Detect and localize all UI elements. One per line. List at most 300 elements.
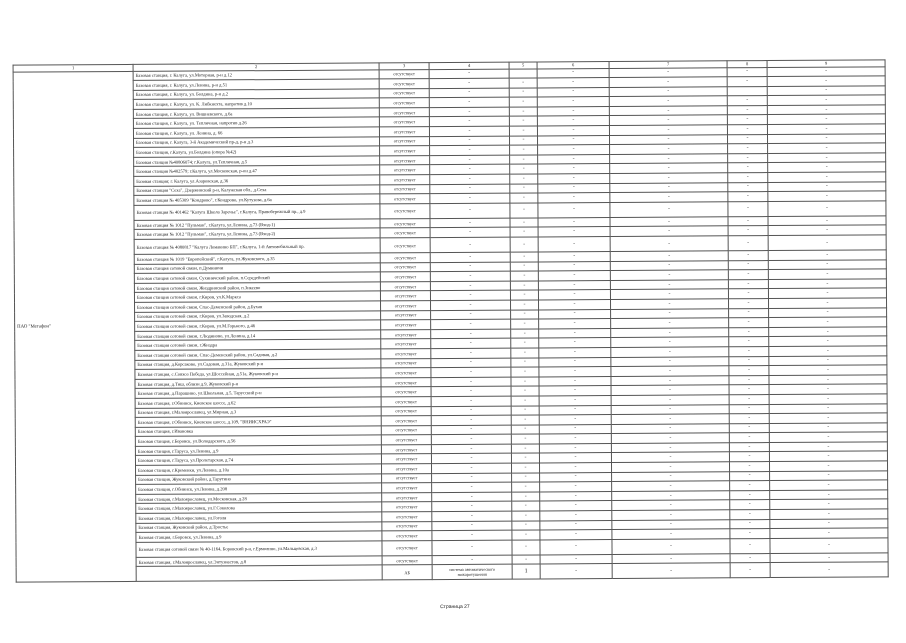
mark-cell: - [770, 553, 888, 563]
mark-cell: - [767, 86, 885, 96]
mark-cell: - [510, 145, 538, 155]
mark-cell: - [431, 444, 511, 454]
mark-cell: - [430, 145, 510, 155]
mark-cell: - [509, 97, 537, 107]
mark-cell: - [540, 520, 612, 530]
mark-cell: - [611, 414, 729, 424]
mark-cell: - [768, 172, 886, 182]
mark-cell: - [610, 192, 728, 202]
facility-name-cell: Базовая станция, с.Совхоз Победа, ул.Шоссейная, д.51а, Жуковский р-н [135, 368, 381, 379]
mark-cell: - [510, 218, 538, 228]
mark-cell: - [768, 201, 886, 217]
mark-cell: - [728, 216, 768, 226]
facility-name-cell: Базовая станция, г. Калуга, ул. Болдина, р-н д.2 [133, 89, 379, 100]
mark-cell: - [610, 154, 728, 164]
mark-cell: - [431, 329, 511, 339]
mark-cell: - [611, 385, 729, 395]
status-cell: отсутствует [379, 98, 429, 108]
mark-cell: - [728, 192, 768, 202]
status-cell: отсутствует [380, 155, 430, 165]
status-cell: отсутствует [380, 281, 430, 291]
mark-cell: - [540, 530, 612, 540]
mark-cell: - [511, 338, 539, 348]
facility-name-cell: Базовая станция; г. Калуга, ул.Азаровская, д.36 [134, 175, 380, 186]
status-cell: отсутствует [380, 262, 430, 272]
mark-cell: - [728, 299, 768, 309]
mark-cell: - [539, 434, 611, 444]
mark-cell: - [769, 336, 887, 346]
mark-cell: - [729, 394, 769, 404]
mark-cell: - [610, 182, 728, 192]
mark-cell: - [431, 377, 511, 387]
mark-cell: - [429, 69, 509, 79]
mark-cell: - [729, 404, 769, 414]
mark-cell: - [767, 124, 885, 134]
mark-cell: - [429, 136, 509, 146]
status-cell: отсутствует [381, 454, 431, 464]
mark-cell: - [430, 271, 510, 281]
mark-cell: - [612, 481, 730, 491]
status-cell: отсутствует [380, 238, 430, 253]
facility-name-cell: Базовая станция, г. Калуга, ул.Моторная, р-н д.12 [133, 69, 379, 80]
mark-cell: - [511, 396, 539, 406]
status-cell: отсутствует [381, 339, 431, 349]
mark-cell: - [431, 319, 511, 329]
facility-name-cell: Базовая станция, г.Малоярославец, ул.Энтузиастов, д.8 [136, 556, 382, 567]
mark-cell: - [611, 366, 729, 376]
mark-cell: - [430, 252, 510, 262]
mark-cell: - [730, 519, 770, 529]
mark-cell: - [539, 319, 611, 329]
mark-cell: - [611, 423, 729, 433]
mark-cell: - [729, 366, 769, 376]
mark-cell: - [729, 442, 769, 452]
mark-cell: - [540, 554, 612, 564]
mark-cell: - [609, 86, 727, 96]
mark-cell: - [769, 365, 887, 375]
header-cell: 5 [509, 62, 537, 69]
mark-cell: - [768, 143, 886, 153]
mark-cell: - [432, 473, 512, 483]
mark-cell: - [538, 280, 610, 290]
mark-cell: - [509, 136, 537, 146]
mark-cell: - [511, 300, 539, 310]
mark-cell: - [729, 462, 769, 472]
mark-cell: - [609, 67, 727, 77]
mark-cell: - [728, 270, 768, 280]
mark-cell: - [609, 106, 727, 116]
mark-cell: - [612, 510, 730, 520]
empty-cell [136, 565, 382, 582]
mark-cell: - [610, 260, 728, 270]
facility-name-cell: Базовая станция сотовой связи, Сухиничский район, п.Середейский [134, 272, 380, 283]
mark-cell: - [511, 444, 539, 454]
facility-name-cell: Базовая станция, д.Корсаково, ул.Садовая, д.31а, Жуковский р-н [135, 358, 381, 369]
mark-cell: - [510, 174, 538, 184]
mark-cell: - [728, 173, 768, 183]
mark-cell: - [539, 424, 611, 434]
mark-cell: - [611, 404, 729, 414]
mark-cell: - [768, 288, 886, 298]
mark-cell: - [727, 125, 767, 135]
mark-cell: - [727, 115, 767, 125]
page-number: Страница 27 [440, 603, 470, 611]
mark-cell: - [431, 338, 511, 348]
table-body [13, 60, 888, 583]
mark-cell: - [510, 281, 538, 291]
status-cell: отсутствует [381, 329, 431, 339]
mark-cell: - [538, 252, 610, 262]
mark-cell: - [540, 511, 612, 521]
mark-cell: - [539, 415, 611, 425]
mark-cell: - [611, 452, 729, 462]
mark-cell: - [432, 530, 512, 540]
header-cell: 8 [727, 61, 767, 68]
mark-cell: - [537, 97, 609, 107]
facility-name-cell: Базовая станция №402579; г.Калуга, ул.Московская, р-он д.47 [134, 165, 380, 176]
mark-cell: - [539, 453, 611, 463]
mark-cell: - [539, 309, 611, 319]
mark-cell: - [432, 555, 512, 565]
status-cell: отсутствует [379, 127, 429, 137]
mark-cell: - [538, 193, 610, 203]
mark-cell: - [512, 540, 540, 555]
mark-cell: - [730, 529, 770, 539]
mark-cell: - [768, 259, 886, 269]
status-cell: отсутствует [381, 358, 431, 368]
mark-cell: - [509, 116, 537, 126]
status-cell: отсутствует [382, 531, 432, 541]
mark-cell: - [612, 563, 730, 579]
mark-cell: - [768, 153, 886, 163]
mark-cell: - [510, 227, 538, 237]
mark-cell: - [610, 236, 728, 252]
mark-cell: - [728, 289, 768, 299]
facility-name-cell: Базовая станция, г. Калуга, ул. К. Либкнехта, напротив д.10 [133, 98, 379, 109]
mark-cell: - [511, 405, 539, 415]
facility-name-cell: Базовая станция, г.Ивановка [135, 426, 381, 437]
mark-cell: - [510, 184, 538, 194]
mark-cell: - [510, 262, 538, 272]
status-cell: отсутствует [382, 483, 432, 493]
facilities-table [13, 59, 889, 583]
facility-name-cell: Базовая станция, г.Кременки, ул.Ленина, д.10а [136, 464, 382, 475]
mark-cell: - [729, 327, 769, 337]
mark-cell: - [767, 66, 885, 76]
mark-cell: - [540, 482, 612, 492]
facility-name-cell: Базовая станция, г.Малоярославец, ул.Г.Соколова [136, 502, 382, 513]
mark-cell: - [537, 126, 609, 136]
facility-name-cell: Базовая станция, г.Малоярославец, ул.Московская, д.28 [136, 493, 382, 504]
mark-cell: - [610, 280, 728, 290]
mark-cell: - [611, 376, 729, 386]
mark-cell: - [430, 165, 510, 175]
mark-cell: - [610, 173, 728, 183]
mark-cell: - [511, 310, 539, 320]
facility-name-cell: Базовая станция, г.Боровск, ул.Ленина, д.9 [136, 531, 382, 542]
mark-cell: - [728, 251, 768, 261]
facility-name-cell: Базовая станция, д.Тиш, облизи д.9, Жуковский р-н [135, 378, 381, 389]
facility-name-cell: Базовая станция, г. Калуга, ул. Ленина, д. 66 [133, 127, 379, 138]
mark-cell: - [538, 174, 610, 184]
mark-cell: - [768, 250, 886, 260]
mark-cell: - [431, 358, 511, 368]
mark-cell: - [768, 162, 886, 172]
mark-cell: - [612, 491, 730, 501]
mark-cell: - [612, 500, 730, 510]
mark-cell: - [511, 453, 539, 463]
mark-cell: - [512, 501, 540, 511]
mark-cell: - [429, 117, 509, 127]
mark-cell: - [540, 539, 612, 554]
mark-cell: - [728, 144, 768, 154]
mark-cell: - [769, 413, 887, 423]
facility-name-cell: Базовая станция, г.Обнинск, Киевское шоссе, д.109, "ВНИИСХРАЭ" [135, 416, 381, 427]
mark-cell: - [431, 454, 511, 464]
mark-cell: - [538, 164, 610, 174]
mark-cell: - [728, 260, 768, 270]
mark-cell: - [429, 97, 509, 107]
status-cell: отсутствует [382, 512, 432, 522]
mark-cell: - [729, 414, 769, 424]
mark-cell: - [511, 434, 539, 444]
facility-name-cell: Базовая станция, г.Обнинск, ул.Ленина, д.208 [136, 483, 382, 494]
mark-cell: - [770, 480, 888, 490]
mark-cell: - [767, 95, 885, 105]
mark-cell: - [431, 434, 511, 444]
header-cell: 2 [133, 63, 379, 71]
mark-cell: - [770, 509, 888, 519]
mark-cell: - [539, 386, 611, 396]
mark-cell: - [509, 78, 537, 88]
facility-name-cell: Базовая станция, г.Таруса, ул.Ленина, д.9 [135, 445, 381, 456]
mark-cell: - [510, 252, 538, 262]
header-cell: 1 [13, 64, 133, 71]
mark-cell: - [727, 134, 767, 144]
mark-cell: - [727, 96, 767, 106]
mark-cell: - [431, 367, 511, 377]
mark-cell: - [611, 337, 729, 347]
mark-cell: - [729, 308, 769, 318]
mark-cell: - [610, 202, 728, 218]
mark-cell: - [509, 107, 537, 117]
status-cell: отсутствует [379, 79, 429, 89]
status-cell: отсутствует [381, 377, 431, 387]
mark-cell: - [511, 329, 539, 339]
mark-cell: - [728, 153, 768, 163]
mark-cell: - [770, 490, 888, 500]
facility-name-cell: Базовая станция № 1012 "Пульман", г.Калуга, ул.Ленина, д.73 (Вход-1) [134, 219, 380, 230]
mark-cell: - [538, 202, 610, 217]
mark-cell: - [430, 291, 510, 301]
status-cell: отсутствует [381, 397, 431, 407]
mark-cell: - [537, 135, 609, 145]
mark-cell: - [538, 227, 610, 237]
mark-cell: - [770, 499, 888, 509]
mark-cell: - [769, 403, 887, 413]
mark-cell: - [511, 348, 539, 358]
mark-cell: - [730, 490, 770, 500]
mark-cell: - [730, 538, 770, 553]
mark-cell: - [767, 105, 885, 115]
mark-cell: - [769, 423, 887, 433]
mark-cell: - [538, 217, 610, 227]
status-cell: отсутствует [382, 540, 432, 555]
facility-name-cell: Базовая станция № 4080817 "Калуга Ломакино БП", г.Калуга, 1-й Автомобильный пр. [134, 238, 380, 255]
mark-cell: - [538, 261, 610, 271]
status-cell: отсутствует [380, 175, 430, 185]
mark-cell: - [769, 461, 887, 471]
status-cell: отсутствует [380, 272, 430, 282]
mark-cell: - [432, 521, 512, 531]
status-cell: отсутствует [382, 473, 432, 483]
mark-cell: - [729, 375, 769, 385]
facility-name-cell: Базовая станция, г. Калуга, ул. Тепличная, напротив д.26 [133, 117, 379, 128]
facility-name-cell: Базовая станция, г.Таруса, ул.Пролетарская, д.74 [135, 454, 381, 465]
status-cell: отсутствует [381, 368, 431, 378]
status-cell: отсутствует [381, 387, 431, 397]
mark-cell: - [728, 236, 768, 251]
status-cell: отсутствует [380, 136, 430, 146]
mark-cell: - [769, 327, 887, 337]
mark-cell: - [610, 299, 728, 309]
status-cell: отсутствует [382, 502, 432, 512]
facility-name-cell: Базовая станция сотовой связи, г.Киров, ул.М.Горького, д.46 [135, 320, 381, 331]
facility-name-cell: Базовая станция сотовой связи, Спас-Деменский район, ул.Садовая, д.2 [135, 349, 381, 360]
mark-cell: - [611, 395, 729, 405]
mark-cell: - [770, 562, 888, 578]
mark-cell: - [612, 539, 730, 555]
mark-cell: - [540, 472, 612, 482]
mark-cell: - [512, 473, 540, 483]
status-cell: отсутствует [380, 146, 430, 156]
mark-cell: - [510, 155, 538, 165]
mark-cell: - [511, 377, 539, 387]
organization-cell: ПАО "Мегафон" [13, 71, 136, 583]
mark-cell: - [609, 96, 727, 106]
mark-cell: - [728, 201, 768, 216]
mark-cell: - [432, 482, 512, 492]
mark-cell: - [430, 203, 510, 218]
mark-cell: - [767, 114, 885, 124]
mark-cell: - [430, 262, 510, 272]
mark-cell: - [539, 395, 611, 405]
status-cell: отсутствует [381, 406, 431, 416]
mark-cell: - [431, 300, 511, 310]
status-cell: отсутствует [380, 228, 430, 238]
mark-cell: - [611, 347, 729, 357]
mark-cell: - [429, 88, 509, 98]
facility-name-cell: Базовая станция сотовой связи, Жиздринский район, п.Зикеево [134, 282, 380, 293]
mark-cell: - [729, 346, 769, 356]
mark-cell: - [430, 237, 510, 252]
mark-cell: - [430, 281, 510, 291]
system-cell: система автоматического пожаротушения [432, 565, 512, 580]
facility-name-cell: Базовая станция № 1019 "Европейский", г.Калуга, ул.Жуковского, д.35 [134, 253, 380, 264]
mark-cell: - [431, 396, 511, 406]
facility-name-cell: Базовая станция "Сеха", Дзержинский р-н, Калужская обл., д.Сеха [134, 185, 380, 196]
status-cell: отсутствует [379, 117, 429, 127]
mark-cell: - [432, 511, 512, 521]
facility-name-cell: Базовая станция, г.Калуга, ул.Болдина (опора №42) [134, 146, 380, 157]
mark-cell: - [511, 463, 539, 473]
status-cell: отсутствует [380, 218, 430, 228]
mark-cell: - [612, 519, 730, 529]
mark-cell: - [609, 77, 727, 87]
facility-name-cell: Базовая станция сотовой связи, г.Киров, ул.К.Маркса [134, 291, 380, 302]
mark-cell: - [728, 226, 768, 236]
mark-cell: - [539, 338, 611, 348]
mark-cell: - [769, 432, 887, 442]
facility-name-cell: Базовая станция, г.Боровск, ул.Володарского, д.56 [135, 435, 381, 446]
status-cell: отсутствует [379, 88, 429, 98]
mark-cell: - [768, 279, 886, 289]
status-cell: отсутствует [380, 194, 430, 204]
mark-cell: - [729, 452, 769, 462]
mark-cell: - [767, 133, 885, 143]
mark-cell: - [611, 443, 729, 453]
mark-cell: - [538, 290, 610, 300]
mark-cell: - [728, 163, 768, 173]
facility-name-cell: Базовая станция сотовой связи, г.Жиздра [135, 339, 381, 350]
mark-cell: - [539, 347, 611, 357]
mark-cell: - [539, 328, 611, 338]
mark-cell: - [539, 405, 611, 415]
facility-name-cell: Базовая станция, г.Обнинск, Киевское шоссе, д.62 [135, 397, 381, 408]
mark-cell: - [512, 482, 540, 492]
status-cell: отсутствует [381, 320, 431, 330]
mark-cell: - [730, 553, 770, 563]
status-cell: отсутствует [382, 555, 432, 565]
mark-cell: - [769, 307, 887, 317]
facility-name-cell: Базовая станция № 405309 "Кондрово", г.Кондрово, ул.Кутузова, д.6а [134, 194, 380, 205]
mark-cell: - [769, 451, 887, 461]
mark-cell: - [511, 386, 539, 396]
mark-cell: - [612, 529, 730, 539]
mark-cell: - [730, 563, 770, 578]
header-cell: 7 [609, 61, 727, 68]
mark-cell: - [430, 193, 510, 203]
mark-cell: - [729, 337, 769, 347]
mark-cell: - [537, 68, 609, 78]
mark-cell: - [769, 346, 887, 356]
mark-cell: - [611, 308, 729, 318]
mark-cell: - [730, 500, 770, 510]
mark-cell: - [510, 237, 538, 252]
status-cell: отсутствует [380, 184, 430, 194]
mark-cell: - [768, 216, 886, 226]
mark-cell: - [610, 163, 728, 173]
mark-cell: - [768, 225, 886, 235]
mark-cell: - [432, 502, 512, 512]
mark-cell: - [431, 310, 511, 320]
mark-cell: - [431, 386, 511, 396]
mark-cell: - [609, 115, 727, 125]
mark-cell: - [431, 348, 511, 358]
header-cell: 4 [429, 62, 509, 69]
mark-cell: - [730, 481, 770, 491]
mark-cell: - [770, 528, 888, 538]
mark-cell: - [539, 357, 611, 367]
mark-cell: - [540, 491, 612, 501]
mark-cell: - [538, 183, 610, 193]
mark-cell: - [429, 78, 509, 88]
facility-name-cell: Базовая станция, г. Калуга, ул.Ленина, р-н д.51 [133, 79, 379, 90]
facility-name-cell: Базовая станция сотовой связи, г.Людиново, ул.Ленина, д.14 [135, 330, 381, 341]
mark-cell: - [610, 270, 728, 280]
mark-cell: - [540, 564, 612, 579]
status-cell: отсутствует [381, 416, 431, 426]
